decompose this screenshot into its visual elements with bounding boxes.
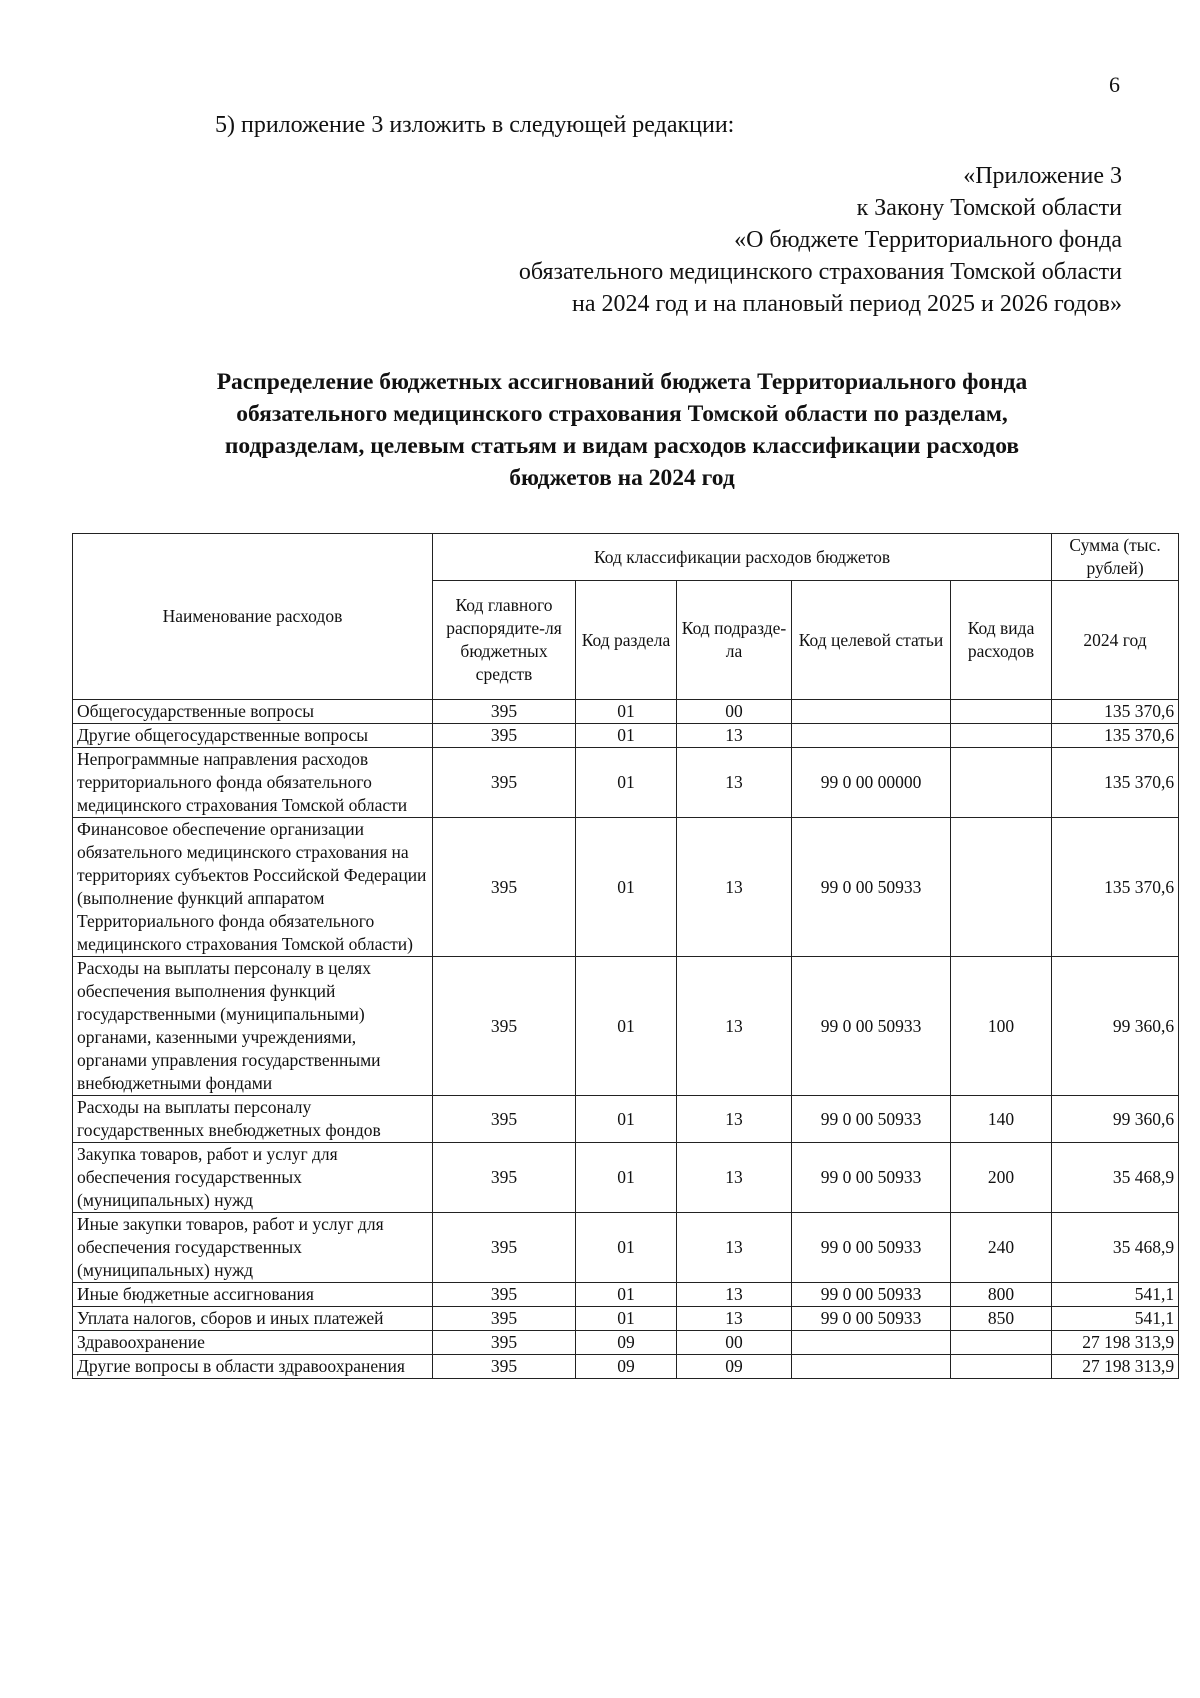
row-podrazdel: 13 [677,957,792,1096]
row-cs: 99 0 00 00000 [792,748,951,818]
row-sum: 99 360,6 [1052,957,1179,1096]
row-cs [792,700,951,724]
row-razdel: 01 [576,1096,677,1143]
row-cs: 99 0 00 50933 [792,1307,951,1331]
row-razdel: 09 [576,1355,677,1379]
row-sum: 99 360,6 [1052,1096,1179,1143]
row-razdel: 01 [576,748,677,818]
header-year: 2024 год [1052,581,1179,700]
table-row [73,1331,1179,1355]
row-podrazdel: 00 [677,700,792,724]
row-sum: 35 468,9 [1052,1143,1179,1213]
appendix-line: «Приложение 3 [963,163,1122,189]
title-line: обязательного медицинского страхования Томской области по разделам, [236,401,1008,427]
row-razdel: 01 [576,724,677,748]
table-row [73,1096,1179,1143]
row-name: Расходы на выплаты персоналу в целях обеспечения выполнения функций государственными (муниципальными) органами, казенными учреждениями, органами управления государственными внебюджетными фондами [73,957,433,1096]
row-name: Уплата налогов, сборов и иных платежей [73,1307,433,1331]
header-sum-group: Сумма (тыс. рублей) [1052,534,1179,581]
row-vr [951,748,1052,818]
row-razdel: 01 [576,957,677,1096]
row-grbs: 395 [433,957,576,1096]
row-grbs: 395 [433,700,576,724]
row-podrazdel: 13 [677,748,792,818]
row-razdel: 01 [576,1143,677,1213]
amendment-item-line: 5) приложение 3 изложить в следующей редакции: [215,112,735,138]
row-razdel: 01 [576,1307,677,1331]
row-razdel: 01 [576,1283,677,1307]
row-name: Здравоохранение [73,1331,433,1355]
budget-allocation-table [72,533,1179,1379]
row-grbs: 395 [433,724,576,748]
header-grbs: Код главного распорядите-ля бюджетных средств [433,581,576,700]
row-podrazdel: 13 [677,724,792,748]
row-sum: 541,1 [1052,1283,1179,1307]
row-vr: 200 [951,1143,1052,1213]
page-number: 6 [1109,72,1120,97]
row-vr [951,724,1052,748]
row-sum: 135 370,6 [1052,724,1179,748]
table-row [73,1143,1179,1213]
row-name: Финансовое обеспечение организации обязательного медицинского страхования на территориях субъектов Российской Федерации (выполнение функций аппаратом Территориального фонда обязательного медицинского страхования Томской области) [73,818,433,957]
row-vr: 240 [951,1213,1052,1283]
table-row [73,818,1179,957]
row-name: Общегосударственные вопросы [73,700,433,724]
row-name: Закупка товаров, работ и услуг для обеспечения государственных (муниципальных) нужд [73,1143,433,1213]
appendix-line: «О бюджете Территориального фонда [734,227,1122,253]
row-name: Расходы на выплаты персоналу государственных внебюджетных фондов [73,1096,433,1143]
row-vr: 850 [951,1307,1052,1331]
header-razdel: Код раздела [576,581,677,700]
row-name: Непрограммные направления расходов территориального фонда обязательного медицинского страхования Томской области [73,748,433,818]
row-grbs: 395 [433,1307,576,1331]
row-cs [792,724,951,748]
table-header-row [73,534,1179,581]
appendix-line: обязательного медицинского страхования Томской области [518,259,1122,285]
row-vr [951,1355,1052,1379]
row-podrazdel: 13 [677,818,792,957]
row-name: Другие вопросы в области здравоохранения [73,1355,433,1379]
row-podrazdel: 13 [677,1143,792,1213]
row-razdel: 01 [576,700,677,724]
row-sum: 135 370,6 [1052,818,1179,957]
row-grbs: 395 [433,1283,576,1307]
header-vr: Код вида расходов [951,581,1052,700]
title-line: подразделам, целевым статьям и видам расходов классификации расходов [224,433,1020,459]
table-row [73,1355,1179,1379]
header-podrazdel: Код подразде-ла [677,581,792,700]
row-cs: 99 0 00 50933 [792,957,951,1096]
row-grbs: 395 [433,1143,576,1213]
row-grbs: 395 [433,1096,576,1143]
row-cs: 99 0 00 50933 [792,1096,951,1143]
row-sum: 27 198 313,9 [1052,1331,1179,1355]
row-grbs: 395 [433,818,576,957]
row-podrazdel: 09 [677,1355,792,1379]
row-sum: 135 370,6 [1052,748,1179,818]
row-sum: 541,1 [1052,1307,1179,1331]
row-vr: 140 [951,1096,1052,1143]
row-vr [951,818,1052,957]
table-row [73,1213,1179,1283]
row-cs: 99 0 00 50933 [792,1283,951,1307]
row-name: Другие общегосударственные вопросы [73,724,433,748]
row-sum: 27 198 313,9 [1052,1355,1179,1379]
row-vr [951,1331,1052,1355]
row-sum: 135 370,6 [1052,700,1179,724]
appendix-reference [300,160,1122,320]
table-row [73,700,1179,724]
row-grbs: 395 [433,748,576,818]
row-podrazdel: 13 [677,1307,792,1331]
row-razdel: 09 [576,1331,677,1355]
row-cs: 99 0 00 50933 [792,1143,951,1213]
header-cs: Код целевой статьи [792,581,951,700]
row-grbs: 395 [433,1331,576,1355]
row-podrazdel: 13 [677,1283,792,1307]
table-row [73,1283,1179,1307]
row-name: Иные закупки товаров, работ и услуг для обеспечения государственных (муниципальных) нужд [73,1213,433,1283]
row-cs: 99 0 00 50933 [792,818,951,957]
row-vr: 800 [951,1283,1052,1307]
table-row [73,724,1179,748]
header-code-group: Код классификации расходов бюджетов [433,534,1052,581]
row-podrazdel: 00 [677,1331,792,1355]
table-row [73,1307,1179,1331]
appendix-line: на 2024 год и на плановый период 2025 и 2026 годов» [571,291,1122,317]
header-name: Наименование расходов [73,534,433,700]
appendix-line: к Закону Томской области [856,195,1122,221]
row-razdel: 01 [576,1213,677,1283]
title-line: Распределение бюджетных ассигнований бюджета Территориального фонда [216,369,1028,395]
row-grbs: 395 [433,1355,576,1379]
row-grbs: 395 [433,1213,576,1283]
row-podrazdel: 13 [677,1213,792,1283]
row-vr: 100 [951,957,1052,1096]
table-row [73,748,1179,818]
document-title [130,366,1114,494]
row-vr [951,700,1052,724]
table-row [73,957,1179,1096]
row-name: Иные бюджетные ассигнования [73,1283,433,1307]
row-cs [792,1331,951,1355]
row-cs [792,1355,951,1379]
row-razdel: 01 [576,818,677,957]
row-cs: 99 0 00 50933 [792,1213,951,1283]
title-line: бюджетов на 2024 год [509,465,735,491]
row-podrazdel: 13 [677,1096,792,1143]
row-sum: 35 468,9 [1052,1213,1179,1283]
